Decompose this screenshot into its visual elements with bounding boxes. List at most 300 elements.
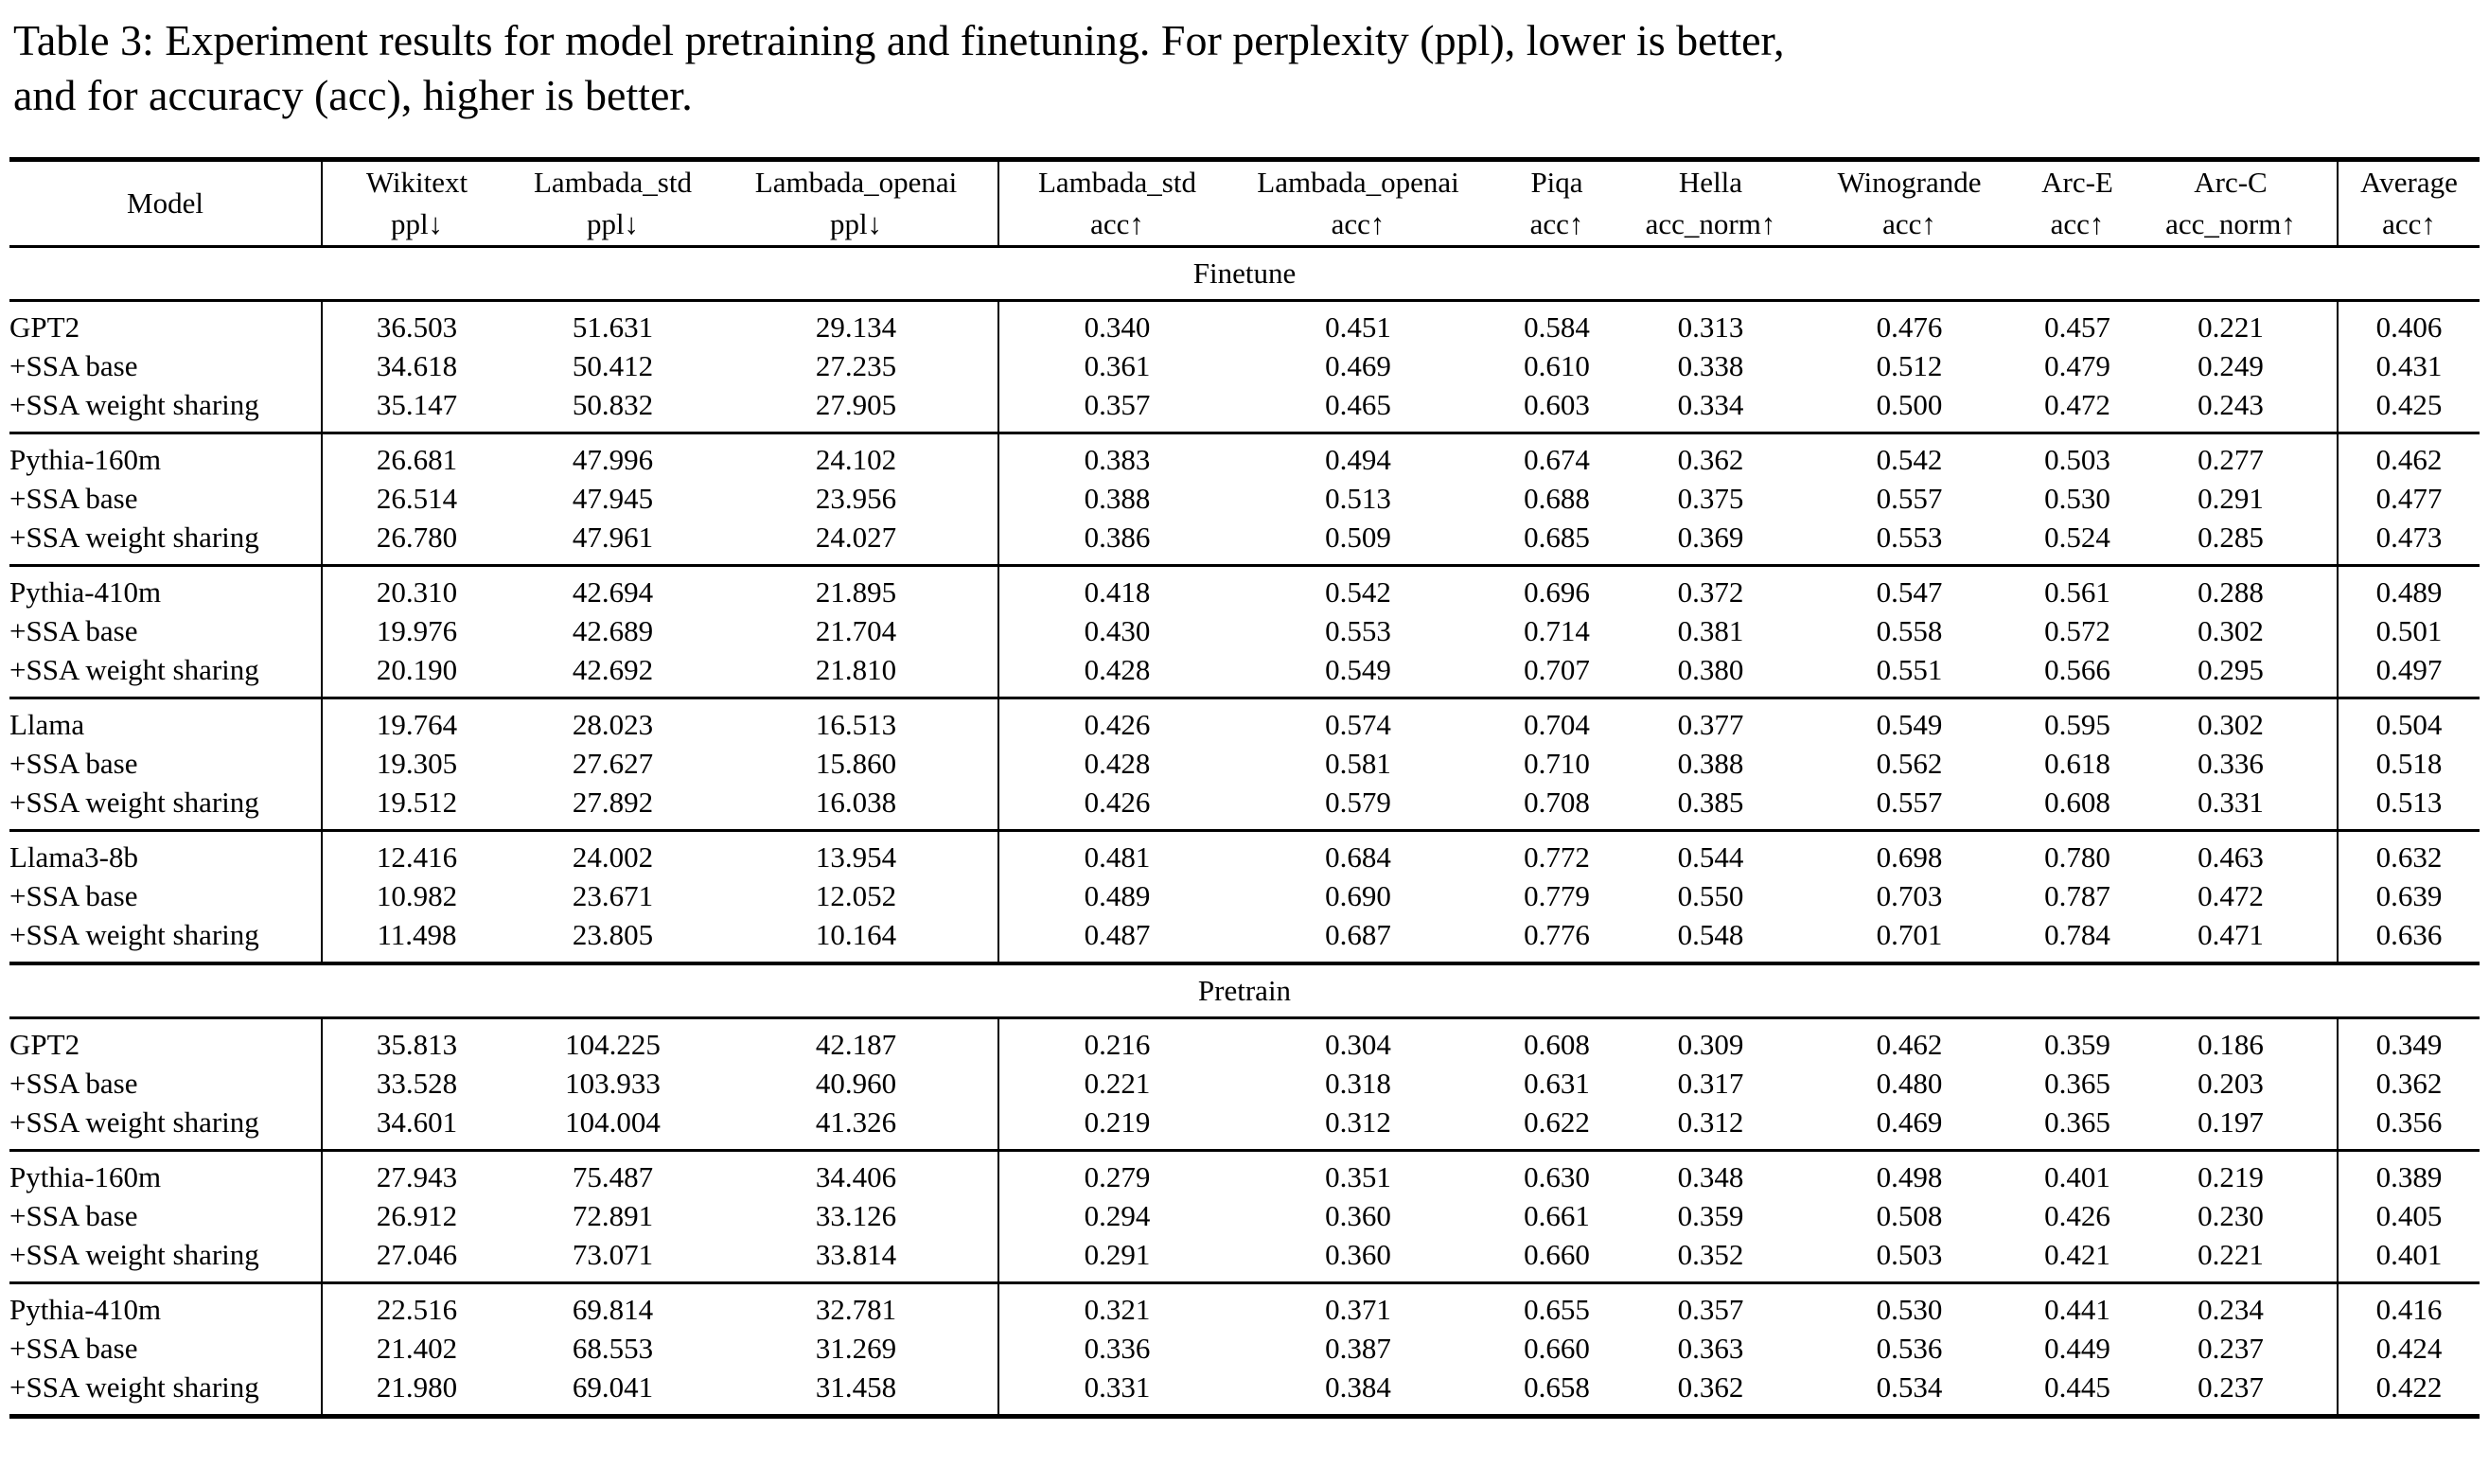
value-cell: 0.708 [1524,786,1590,819]
value-cell: 0.696 [1524,575,1590,609]
results-table [9,157,2480,1419]
value-cell: 0.698 [1876,840,1943,874]
value-cell: 19.512 [376,786,458,819]
section-header-finetune [9,247,2480,301]
value-cell: 0.380 [1677,653,1744,686]
value-cell: 23.671 [572,879,654,912]
value-cell: 26.780 [376,521,458,554]
value-cell: 24.002 [572,840,654,874]
table-row [9,698,2480,745]
table-row [9,650,2480,698]
model-cell: Pythia-160m [9,1151,322,1197]
column-header-metric: acc↑ [1331,207,1386,240]
value-cell: 0.318 [1325,1067,1391,1100]
value-cell: 0.384 [1325,1370,1391,1404]
value-cell: 0.357 [1677,1293,1744,1326]
value-cell: 0.471 [2125,915,2338,963]
column-header-metric: ppl↓ [829,207,883,240]
column-header-metric: acc_norm↑ [2165,207,2296,240]
value-cell: 0.603 [1524,388,1590,421]
model-cell: GPT2 [9,1018,322,1065]
value-cell: 22.516 [376,1293,458,1326]
value-cell: 50.832 [572,388,654,421]
table-row [9,611,2480,650]
value-cell: 0.197 [2125,1103,2338,1151]
model-cell: +SSA base [9,479,322,518]
value-cell: 0.630 [1524,1160,1590,1193]
value-cell: 0.661 [1524,1199,1590,1232]
model-cell: +SSA base [9,744,322,783]
value-cell: 28.023 [572,708,654,741]
value-cell: 0.302 [2125,611,2338,650]
model-cell: +SSA weight sharing [9,518,322,566]
column-header-title: Winogrande [1837,166,1982,199]
value-cell: 0.388 [1677,747,1744,780]
model-group [9,831,2480,964]
value-cell: 0.340 [1084,310,1151,344]
value-cell: 19.764 [376,708,458,741]
value-cell: 0.655 [1524,1293,1590,1326]
model-cell: +SSA base [9,346,322,385]
value-cell: 0.431 [2375,349,2443,382]
value-cell: 0.451 [1325,310,1391,344]
table-row [9,433,2480,480]
value-cell: 0.294 [1084,1199,1151,1232]
model-cell: +SSA weight sharing [9,1368,322,1417]
value-cell: 11.498 [377,918,457,951]
section-header-row [9,247,2480,301]
value-cell: 21.810 [715,650,998,698]
value-cell: 0.401 [2375,1238,2443,1271]
value-cell: 0.787 [2044,879,2110,912]
value-cell: 0.658 [1524,1370,1590,1404]
column-header-title: Hella [1678,166,1743,199]
value-cell: 0.331 [2125,783,2338,831]
value-cell: 0.249 [2125,346,2338,385]
value-cell: 0.561 [2044,575,2110,609]
table-row [9,831,2480,877]
value-cell: 0.776 [1524,918,1590,951]
value-cell: 0.360 [1325,1238,1391,1271]
value-cell: 0.285 [2125,518,2338,566]
value-cell: 0.372 [1677,575,1744,609]
model-group [9,1151,2480,1283]
value-cell: 0.481 [1084,840,1151,874]
model-group [9,1018,2480,1151]
value-cell: 0.548 [1677,918,1744,951]
value-cell: 0.309 [1677,1028,1744,1061]
value-cell: 0.463 [2125,831,2338,877]
value-cell: 0.608 [1524,1028,1590,1061]
column-header-metric: acc↑ [2050,207,2105,240]
value-cell: 0.622 [1524,1105,1590,1139]
value-cell: 0.465 [1325,388,1391,421]
value-cell: 41.326 [715,1103,998,1151]
value-cell: 34.406 [715,1151,998,1197]
table-caption-line2: and for accuracy (acc), higher is better. [13,71,693,119]
value-cell: 0.534 [1876,1370,1943,1404]
value-cell: 42.689 [572,614,654,647]
value-cell: 47.961 [572,521,654,554]
model-cell: +SSA base [9,1064,322,1103]
value-cell: 0.312 [1325,1105,1391,1139]
value-cell: 0.356 [2375,1105,2443,1139]
value-cell: 0.710 [1524,747,1590,780]
column-header-metric: acc_norm↑ [1645,207,1776,240]
value-cell: 103.933 [565,1067,661,1100]
value-cell: 21.402 [376,1332,458,1365]
value-cell: 0.359 [2044,1028,2110,1061]
table-row [9,1018,2480,1065]
table-row [9,1235,2480,1283]
value-cell: 0.288 [2125,566,2338,612]
value-cell: 0.549 [1325,653,1391,686]
column-header-title: Arc-C [2194,166,2268,199]
value-cell: 0.703 [1876,879,1943,912]
value-cell: 0.321 [1084,1293,1151,1326]
value-cell: 0.536 [1876,1332,1943,1365]
column-header-metric: acc↑ [1529,207,1584,240]
value-cell: 0.489 [2375,575,2443,609]
table-row [9,1196,2480,1235]
value-cell: 0.237 [2125,1368,2338,1417]
column-header-piqa [1481,160,1633,247]
value-cell: 0.489 [1084,879,1151,912]
value-cell: 0.336 [2125,744,2338,783]
value-cell: 0.660 [1524,1238,1590,1271]
section-header-row [9,963,2480,1018]
value-cell: 0.476 [1876,310,1943,344]
value-cell: 73.071 [572,1238,654,1271]
value-cell: 0.503 [1876,1238,1943,1271]
value-cell: 0.574 [1325,708,1391,741]
value-cell: 36.503 [376,310,458,344]
column-header-lambada-openai [715,160,998,247]
value-cell: 0.509 [1325,521,1391,554]
value-cell: 12.416 [376,840,458,874]
value-cell: 16.038 [715,783,998,831]
value-cell: 0.479 [2044,349,2110,382]
value-cell: 0.504 [2375,708,2443,741]
value-cell: 0.704 [1524,708,1590,741]
value-cell: 10.164 [715,915,998,963]
model-cell: Llama [9,698,322,745]
value-cell: 0.584 [1524,310,1590,344]
table-row [9,915,2480,963]
value-cell: 0.497 [2375,653,2443,686]
header-row [9,160,2480,247]
value-cell: 0.221 [2125,301,2338,347]
value-cell: 0.501 [2375,614,2443,647]
value-cell: 16.513 [715,698,998,745]
value-cell: 0.780 [2044,840,2110,874]
column-header-lambada-std [998,160,1235,247]
model-cell: +SSA base [9,1196,322,1235]
value-cell: 23.956 [715,479,998,518]
value-cell: 0.518 [2375,747,2443,780]
value-cell: 24.102 [715,433,998,480]
value-cell: 0.701 [1876,918,1943,951]
model-group [9,698,2480,831]
table-caption-line1: Table 3: Experiment results for model pretraining and finetuning. For perplexity (ppl), lower is better, [13,16,1785,64]
column-header-lambada-std [511,160,715,247]
value-cell: 26.681 [376,443,458,476]
value-cell: 0.636 [2375,918,2443,951]
value-cell: 0.359 [1677,1199,1744,1232]
value-cell: 27.046 [376,1238,458,1271]
value-cell: 0.685 [1524,521,1590,554]
table-row [9,301,2480,347]
value-cell: 0.360 [1325,1199,1391,1232]
value-cell: 0.349 [2375,1028,2443,1061]
value-cell: 35.147 [376,388,458,421]
value-cell: 0.426 [1084,786,1151,819]
table-caption [13,13,2436,123]
column-header-metric: acc↑ [2382,207,2436,240]
value-cell: 0.365 [2044,1105,2110,1139]
model-cell: +SSA base [9,1329,322,1368]
value-cell: 13.954 [715,831,998,877]
column-header-wikitext [322,160,511,247]
value-cell: 24.027 [715,518,998,566]
value-cell: 0.772 [1524,840,1590,874]
column-header-title: Lambada_openai [754,166,958,199]
value-cell: 0.375 [1677,482,1744,515]
model-cell: +SSA base [9,611,322,650]
value-cell: 0.203 [2125,1064,2338,1103]
column-header-title: Piqa [1530,166,1583,199]
value-cell: 0.547 [1876,575,1943,609]
value-cell: 0.216 [1084,1028,1151,1061]
value-cell: 0.426 [2044,1199,2110,1232]
value-cell: 0.551 [1876,653,1943,686]
column-header-title: Model [127,186,203,220]
value-cell: 27.235 [715,346,998,385]
value-cell: 26.514 [376,482,458,515]
value-cell: 0.336 [1084,1332,1151,1365]
column-header-arc-c [2125,160,2338,247]
column-header-title: Average [2360,166,2458,199]
value-cell: 0.608 [2044,786,2110,819]
value-cell: 0.445 [2044,1370,2110,1404]
value-cell: 15.860 [715,744,998,783]
value-cell: 0.428 [1084,653,1151,686]
value-cell: 27.943 [376,1160,458,1193]
value-cell: 0.221 [2125,1235,2338,1283]
value-cell: 0.524 [2044,521,2110,554]
column-header-metric: acc↑ [1882,207,1936,240]
model-cell: +SSA weight sharing [9,650,322,698]
value-cell: 0.513 [2375,786,2443,819]
value-cell: 0.714 [1524,614,1590,647]
value-cell: 0.237 [2125,1329,2338,1368]
value-cell: 0.549 [1876,708,1943,741]
column-header-model [9,160,322,247]
model-cell: Pythia-410m [9,566,322,612]
value-cell: 0.352 [1677,1238,1744,1271]
value-cell: 0.416 [2375,1293,2443,1326]
value-cell: 33.126 [715,1196,998,1235]
value-cell: 0.428 [1084,747,1151,780]
column-header-hella [1633,160,1789,247]
table-row [9,1151,2480,1197]
value-cell: 0.674 [1524,443,1590,476]
value-cell: 42.692 [572,653,654,686]
value-cell: 0.331 [1084,1370,1151,1404]
value-cell: 47.996 [572,443,654,476]
value-cell: 0.618 [2044,747,2110,780]
table-row [9,783,2480,831]
value-cell: 0.557 [1876,786,1943,819]
table-row [9,1103,2480,1151]
table-row [9,479,2480,518]
value-cell: 21.895 [715,566,998,612]
value-cell: 0.219 [1084,1105,1151,1139]
value-cell: 0.426 [1084,708,1151,741]
value-cell: 0.553 [1325,614,1391,647]
column-header-metric: acc↑ [1090,207,1144,240]
value-cell: 23.805 [572,918,654,951]
table-row [9,744,2480,783]
value-cell: 0.388 [1084,482,1151,515]
value-cell: 27.627 [572,747,654,780]
model-cell: +SSA weight sharing [9,915,322,963]
value-cell: 0.469 [1325,349,1391,382]
model-cell: +SSA weight sharing [9,783,322,831]
table-row [9,1329,2480,1368]
value-cell: 0.387 [1325,1332,1391,1365]
value-cell: 68.553 [572,1332,654,1365]
column-header-title: Arc-E [2041,166,2113,199]
model-cell: GPT2 [9,301,322,347]
value-cell: 0.557 [1876,482,1943,515]
value-cell: 0.351 [1325,1160,1391,1193]
value-cell: 0.508 [1876,1199,1943,1232]
value-cell: 0.386 [1084,521,1151,554]
value-cell: 29.134 [715,301,998,347]
value-cell: 0.530 [2044,482,2110,515]
value-cell: 0.362 [1677,443,1744,476]
table-row [9,385,2480,433]
section-header-pretrain [9,963,2480,1018]
model-cell: +SSA weight sharing [9,385,322,433]
value-cell: 0.707 [1524,653,1590,686]
value-cell: 0.389 [2375,1160,2443,1193]
value-cell: 0.639 [2375,879,2443,912]
value-cell: 0.365 [2044,1067,2110,1100]
value-cell: 0.377 [1677,708,1744,741]
value-cell: 104.225 [565,1028,661,1061]
table-row [9,876,2480,915]
model-cell: +SSA weight sharing [9,1103,322,1151]
table-row [9,1368,2480,1417]
value-cell: 0.363 [1677,1332,1744,1365]
value-cell: 0.291 [1084,1238,1151,1271]
value-cell: 0.304 [1325,1028,1391,1061]
model-group [9,566,2480,698]
value-cell: 33.814 [715,1235,998,1283]
value-cell: 0.362 [2375,1067,2443,1100]
value-cell: 0.295 [2125,650,2338,698]
value-cell: 0.385 [1677,786,1744,819]
value-cell: 0.317 [1677,1067,1744,1100]
column-header-lambada-openai [1235,160,1481,247]
value-cell: 35.813 [376,1028,458,1061]
value-cell: 0.362 [1677,1370,1744,1404]
value-cell: 0.472 [2044,388,2110,421]
value-cell: 0.312 [1677,1105,1744,1139]
value-cell: 12.052 [715,876,998,915]
value-cell: 0.421 [2044,1238,2110,1271]
value-cell: 0.381 [1677,614,1744,647]
value-cell: 0.277 [2125,433,2338,480]
value-cell: 21.704 [715,611,998,650]
value-cell: 0.513 [1325,482,1391,515]
model-cell: +SSA base [9,876,322,915]
value-cell: 19.305 [376,747,458,780]
value-cell: 0.550 [1677,879,1744,912]
value-cell: 10.982 [376,879,458,912]
table-row [9,518,2480,566]
value-cell: 27.905 [715,385,998,433]
value-cell: 0.503 [2044,443,2110,476]
value-cell: 0.230 [2125,1196,2338,1235]
value-cell: 40.960 [715,1064,998,1103]
value-cell: 0.334 [1677,388,1744,421]
value-cell: 0.441 [2044,1293,2110,1326]
value-cell: 0.348 [1677,1160,1744,1193]
value-cell: 0.690 [1325,879,1391,912]
value-cell: 31.458 [715,1368,998,1417]
value-cell: 0.530 [1876,1293,1943,1326]
column-header-metric: ppl↓ [586,207,640,240]
value-cell: 0.632 [2375,840,2443,874]
value-cell: 0.498 [1876,1160,1943,1193]
value-cell: 0.234 [2125,1283,2338,1330]
value-cell: 0.542 [1876,443,1943,476]
value-cell: 0.610 [1524,349,1590,382]
value-cell: 19.976 [376,614,458,647]
model-group [9,1283,2480,1417]
value-cell: 0.688 [1524,482,1590,515]
value-cell: 75.487 [572,1160,654,1193]
value-cell: 0.684 [1325,840,1391,874]
value-cell: 0.542 [1325,575,1391,609]
value-cell: 72.891 [572,1199,654,1232]
model-cell: Pythia-410m [9,1283,322,1330]
value-cell: 27.892 [572,786,654,819]
value-cell: 31.269 [715,1329,998,1368]
column-header-average [2338,160,2480,247]
value-cell: 0.660 [1524,1332,1590,1365]
section-title: Finetune [1192,256,1297,290]
model-cell: Pythia-160m [9,433,322,480]
value-cell: 0.581 [1325,747,1391,780]
value-cell: 104.004 [565,1105,661,1139]
value-cell: 0.558 [1876,614,1943,647]
value-cell: 0.243 [2125,385,2338,433]
value-cell: 0.371 [1325,1293,1391,1326]
table-row [9,566,2480,612]
value-cell: 0.302 [2125,698,2338,745]
value-cell: 0.595 [2044,708,2110,741]
table-row [9,346,2480,385]
column-header-title: Lambada_openai [1257,166,1459,199]
column-header-metric: ppl↓ [390,207,444,240]
value-cell: 0.784 [2044,918,2110,951]
value-cell: 0.687 [1325,918,1391,951]
column-header-title: Lambada_std [533,166,692,199]
